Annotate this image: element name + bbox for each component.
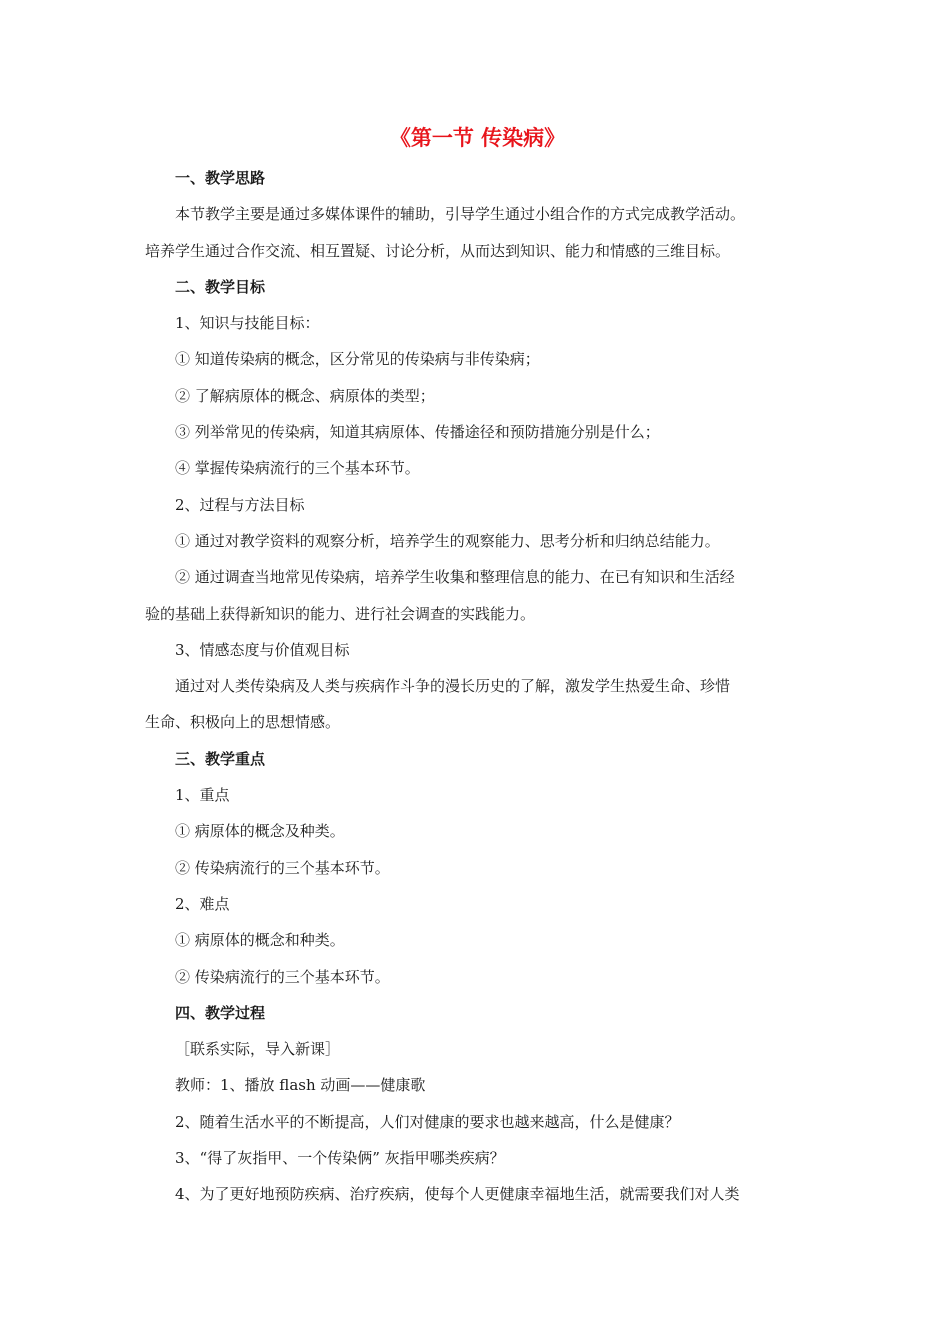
paragraph-line: 通过对人类传染病及人类与疾病作斗争的漫长历史的了解，激发学生热爱生命、珍惜	[175, 677, 731, 696]
subheading: 1、知识与技能目标：	[175, 314, 320, 333]
section-heading-1: 一、教学思路	[175, 169, 266, 187]
paragraph-line: 教师：1、播放 flash 动画——健康歌	[175, 1076, 426, 1095]
subheading: 1、重点	[175, 786, 230, 805]
list-item: ① 病原体的概念及种类。	[175, 822, 345, 841]
paragraph-line: 2、随着生活水平的不断提高，人们对健康的要求也越来越高，什么是健康？	[175, 1112, 680, 1131]
paragraph-line: 3、“得了灰指甲、一个传染俩” 灰指甲哪类疾病？	[175, 1149, 505, 1168]
list-item: ② 传染病流行的三个基本环节。	[175, 858, 390, 877]
paragraph-line: 本节教学主要是通过多媒体课件的辅助，引导学生通过小组合作的方式完成教学活动。	[175, 205, 746, 224]
list-item: ② 了解病原体的概念、病原体的类型；	[175, 386, 435, 405]
list-item: ① 知道传染病的概念，区分常见的传染病与非传染病；	[175, 350, 540, 369]
list-item: ② 通过调查当地常见传染病，培养学生收集和整理信息的能力、在已有知识和生活经	[175, 568, 735, 587]
paragraph-line: 4、为了更好地预防疾病、治疗疾病，使每个人更健康幸福地生活，就需要我们对人类	[175, 1185, 740, 1204]
subheading: 2、难点	[175, 894, 230, 913]
document-title: 《第一节 传染病》	[389, 126, 566, 150]
subheading: 2、过程与方法目标	[175, 495, 305, 514]
subheading: 3、情感态度与价值观目标	[175, 640, 350, 659]
list-item: ① 病原体的概念和种类。	[175, 931, 345, 950]
paragraph-line: ［联系实际，导入新课］	[175, 1040, 341, 1059]
section-heading-2: 二、教学目标	[175, 277, 266, 296]
list-item: ④ 掌握传染病流行的三个基本环节。	[175, 459, 420, 478]
list-item: ② 传染病流行的三个基本环节。	[175, 967, 390, 986]
section-heading-3: 三、教学重点	[175, 749, 266, 768]
list-item: ① 通过对教学资料的观察分析，培养学生的观察能力、思考分析和归纳总结能力。	[175, 531, 720, 550]
section-heading-4: 四、教学过程	[175, 1003, 266, 1022]
paragraph-line: 培养学生通过合作交流、相互置疑、讨论分析，从而达到知识、能力和情感的三维目标。	[145, 241, 731, 260]
paragraph-line: 生命、积极向上的思想情感。	[145, 713, 341, 732]
list-item: ③ 列举常见的传染病，知道其病原体、传播途径和预防措施分别是什么；	[175, 423, 660, 442]
paragraph-line: 验的基础上获得新知识的能力、进行社会调查的实践能力。	[145, 604, 536, 623]
